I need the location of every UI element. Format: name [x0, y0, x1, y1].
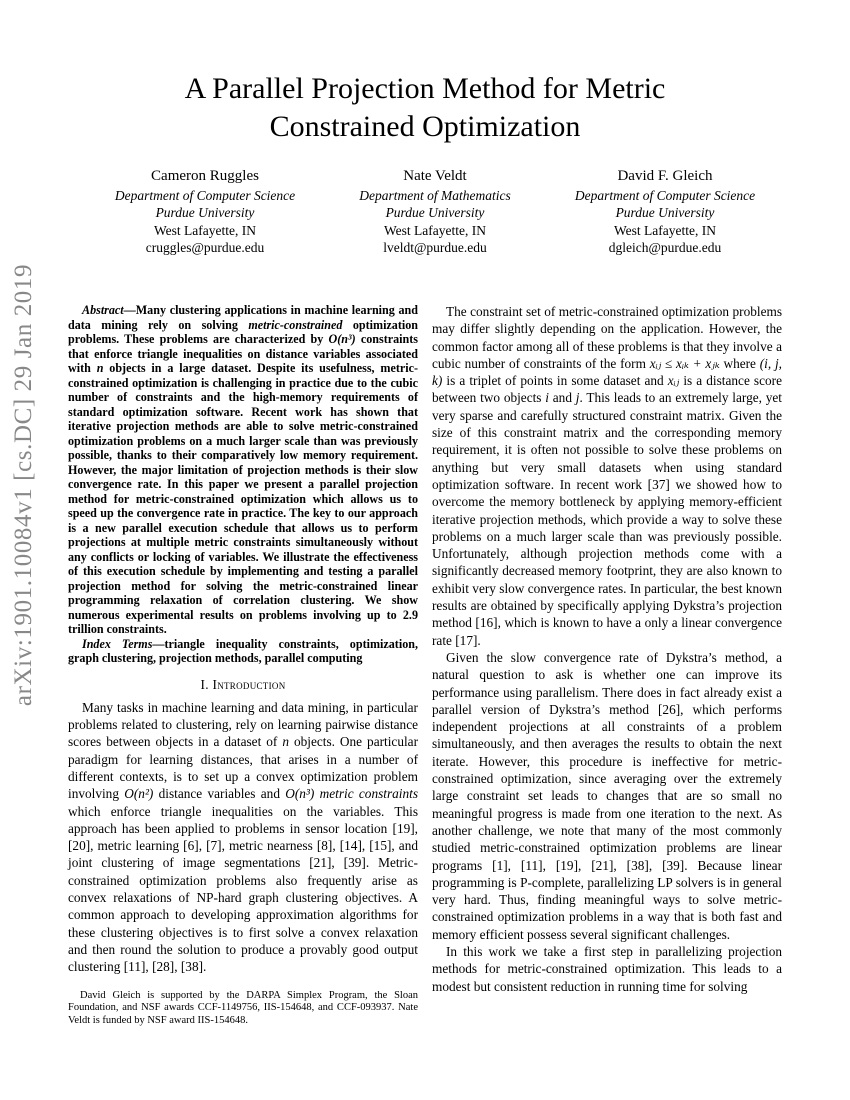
author-city: West Lafayette, IN: [384, 222, 486, 238]
inline-math: j: [575, 390, 580, 406]
arxiv-identifier: arXiv:1901.10084v1 [cs.DC] 29 Jan 2019: [10, 263, 38, 707]
abstract-text: optimization problems. These problems are characterized by: [68, 317, 418, 346]
intro-paragraph: [68, 699, 418, 976]
inline-math: O(n³): [285, 786, 315, 802]
author-1: [90, 167, 320, 256]
inline-math: xᵢⱼ ≤ xᵢₖ + xⱼₖ: [649, 355, 720, 371]
author-email: lveldt@purdue.edu: [383, 239, 487, 255]
author-department: Department of Mathematics: [359, 188, 511, 203]
abstract: [68, 303, 418, 637]
index-terms-dash: —: [152, 636, 165, 651]
funding-footnote: David Gleich is supported by the DARPA Simplex Program, the Sloan Foundation, and NSF awards CCF-1149756, IIS-154648, and CCF-093937. Nate Veldt is funded by NSF award IIS-154648.: [68, 989, 418, 1026]
author-name: Cameron Ruggles: [151, 168, 259, 184]
emphasis-text: metric constraints: [319, 786, 418, 802]
author-2: [320, 167, 550, 256]
body-text: where: [719, 355, 760, 371]
index-terms-label: Index Terms: [82, 636, 153, 651]
author-university: Purdue University: [615, 205, 715, 221]
body-text: and: [548, 390, 576, 406]
abstract-text: constraints that enforce triangle inequalities on distance variables associated with: [68, 332, 418, 375]
body-text: is a distance score between two objects: [432, 373, 782, 406]
author-city: West Lafayette, IN: [614, 222, 716, 238]
author-city: West Lafayette, IN: [154, 222, 256, 238]
author-email: dgleich@purdue.edu: [608, 239, 722, 255]
inline-math: i: [545, 390, 549, 406]
body-text: Many tasks in machine learning and data mining, in particular problems related to clustering, rely on learning pairwise distance scores between objects in a dataset of: [68, 699, 418, 750]
abstract-dash: —: [123, 303, 136, 317]
body-text: The constraint set of metric-constrained optimization problems may differ slightly depending on the application. However, the common factor among all of these problems is that they involve a cubic number of constraints of the form: [432, 304, 782, 371]
author-university: Purdue University: [155, 205, 255, 221]
body-text: . This leads to an extremely large, yet very sparse and carefully structured constraint matrix. Given the size of this constraint matrix and the corresponding memory requirement, it is often not possible to solve these problems on anything but very small datasets when using standard optimization software. In recent work [37] we showed how to overcome the memory bottleneck by applying memory-efficient iterative projection methods, which provide a way to solve these problems on a much larger scale than was previously possible. Unfortunately, although projection methods come with a significantly decreased memory footprint, they are also known to exhibit very slow convergence rates. In particular, the best known results are obtained by specifically applying Dykstra’s projection method [16], which is known to have a only a linear convergence rate [17].: [432, 390, 782, 648]
body-paragraph-3: In this work we take a first step in parallelizing projection methods for metric-constrained optimization. This leads to a modest but consistent reduction in running time for solving: [432, 943, 782, 994]
author-university: Purdue University: [385, 205, 485, 221]
section-name: Introduction: [212, 676, 286, 692]
author-name: Nate Veldt: [403, 168, 467, 184]
body-text: distance variables and: [153, 786, 286, 802]
body-paragraph-1: [432, 303, 782, 649]
abstract-label: Abstract: [82, 303, 124, 317]
paper-title: [0, 70, 850, 146]
abstract-text: objects in a large dataset. Despite its usefulness, metric-constrained optimization is challenging in practice due to the cubic number of constraints and the high-memory requirements of standard optimization software. Recent work has shown that iterative projection methods are able to solve metric-constrained optimization problems on a much larger scale than was previously possible, thanks to their comparatively low memory requirement. However, the major limitation of projection methods is their slow convergence rate. In this paper we present a parallel projection method for metric-constrained optimization which allows us to speed up the convergence rate in practice. The key to our approach is a new parallel execution schedule that allows us to perform projections at multiple metric constraints simultaneously without any conflicts or locking of variables. We illustrate the effectiveness of this execution schedule by implementing and testing a parallel projection method for solving the metric-constrained linear programming relaxation of correlation clustering. We show numerous experimental results on problems involving up to 2.9 trillion constraints.: [68, 361, 418, 636]
abstract-math: O(n³): [328, 332, 356, 346]
body-text: is a triplet of points in some dataset and: [442, 373, 668, 389]
title-line-1: A Parallel Projection Method for Metric: [184, 72, 666, 105]
right-column: [432, 303, 782, 995]
body-paragraph-2: Given the slow convergence rate of Dykstra’s method, a natural question to ask is whether one can improve its performance using parallelism. There does in fact already exist a parallel version of Dykstra’s method [26], which performs independent projections at all constraints of a problem simultaneously, and then averages the results to obtain the next iterate. However, this procedure is ineffective for metric-constrained optimization, since averaging over the extremely large constraint set leads to changes that are so small no meaningful progress is made from one iteration to the next. As another challenge, we note that many of the most commonly studied metric-constrained optimization problems are linear programs [1], [11], [19], [21], [38], [39]. Because linear programming is P-complete, parallelizing LP solvers is in general very hard. Thus, finding meaningful ways to solve metric-constrained optimization problems in a way that is both fast and memory efficient possess several significant challenges.: [432, 649, 782, 942]
title-line-2: Constrained Optimization: [269, 110, 581, 143]
author-block: [90, 167, 780, 256]
inline-math: O(n²): [124, 786, 154, 802]
inline-math: n: [282, 734, 289, 750]
author-email: cruggles@purdue.edu: [145, 239, 265, 255]
section-heading: [68, 676, 418, 693]
abstract-text: Many clustering applications in machine learning and data mining rely on solving: [68, 303, 418, 332]
index-terms: [68, 637, 418, 666]
abstract-math: n: [96, 361, 104, 375]
abstract-emphasis: metric-constrained: [248, 317, 343, 332]
inline-math: (i, j, k): [432, 355, 782, 389]
body-text: which enforce triangle inequalities on the variables. This approach has been applied to problems in sensor location [19], [20], metric learning [6], [7], metric nearness [8], [14], [15], and joint clustering of image segmentations [21], [39]. Metric-constrained optimization problems also frequently arise as convex relaxations of NP-hard graph clustering objectives. A common approach to developing approximation algorithms for these clustering objectives is to first solve a convex relaxation and then round the solution to produce a provably good output clustering [11], [28], [38].: [68, 803, 418, 975]
author-name: David F. Gleich: [617, 168, 713, 184]
section-numeral: I.: [200, 676, 213, 692]
inline-math: xᵢⱼ: [667, 373, 680, 389]
left-column: [68, 303, 418, 1027]
body-text: objects. One particular paradigm for learning distances, that arises in a number of different contexts, is to set up a convex optimization problem involving: [68, 734, 418, 802]
author-department: Department of Computer Science: [114, 188, 296, 203]
author-department: Department of Computer Science: [574, 188, 756, 203]
index-terms-text: triangle inequality constraints, optimization, graph clustering, projection methods, parallel computing: [68, 636, 418, 665]
arxiv-sidebar: [2, 263, 46, 707]
author-3: [550, 167, 780, 256]
